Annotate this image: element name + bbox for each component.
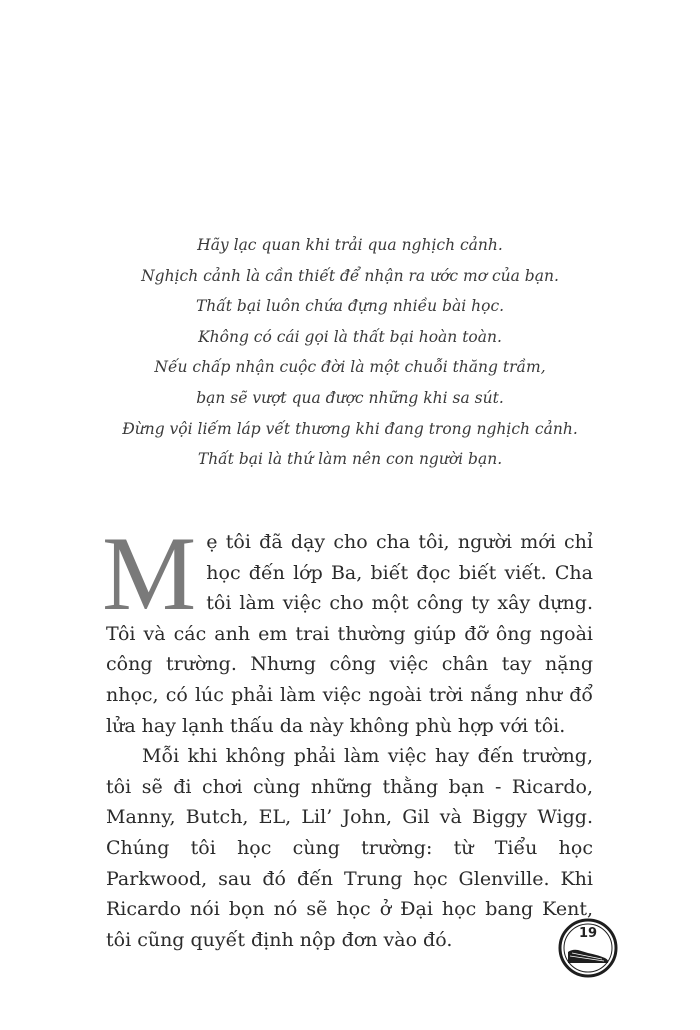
quote-line: Hãy lạc quan khi trải qua nghịch cảnh. — [197, 236, 503, 254]
body-text — [102, 515, 593, 955]
drop-cap: M — [102, 515, 197, 632]
quote-line: Thất bại là thứ làm nên con người bạn. — [197, 450, 503, 469]
epigraph-quote — [60, 230, 640, 475]
paragraph-1 — [102, 515, 593, 741]
quote-line: Nghịch cảnh là cần thiết để nhận ra ước mơ của bạn. — [141, 266, 559, 285]
quote-line: Thất bại luôn chứa đựng nhiều bài học. — [195, 297, 505, 316]
page-number: 19 — [578, 926, 598, 941]
quote-line: Nếu chấp nhận cuộc đời là một chuỗi thăng trầm, — [154, 358, 546, 377]
paragraph-1-text: ẹ tôi đã dạy cho cha tôi, người mới chỉ học đến lớp Ba, biết đọc biết viết. Cha tôi làm việc cho một công ty xây dựng. Tôi và các anh em trai thường giúp đỡ ông ngoài công trường. Nhưng công việc chân tay nặng nhọc, có lúc phải làm việc ngoài trời nắng như đổ lửa hay lạnh thấu da này không phù hợp với tôi. — [106, 531, 593, 737]
paragraph-2: Mỗi khi không phải làm việc hay đến trường, tôi sẽ đi chơi cùng những thằng bạn - Ricardo, Manny, Butch, EL, Lil’ John, Gil và Biggy Wigg. Chúng tôi học cùng trường: từ Tiểu học Parkwood, sau đó đến Trung học Glenville. Khi Ricardo nói bọn nó sẽ học ở Đại học bang Kent, tôi cũng quyết định nộp đơn vào đó. — [106, 745, 593, 951]
quote-line: Đừng vội liếm láp vết thương khi đang trong nghịch cảnh. — [122, 419, 578, 438]
quote-line: Không có cái gọi là thất bại hoàn toàn. — [198, 327, 502, 346]
quote-line: bạn sẽ vượt qua được những khi sa sút. — [196, 388, 504, 407]
